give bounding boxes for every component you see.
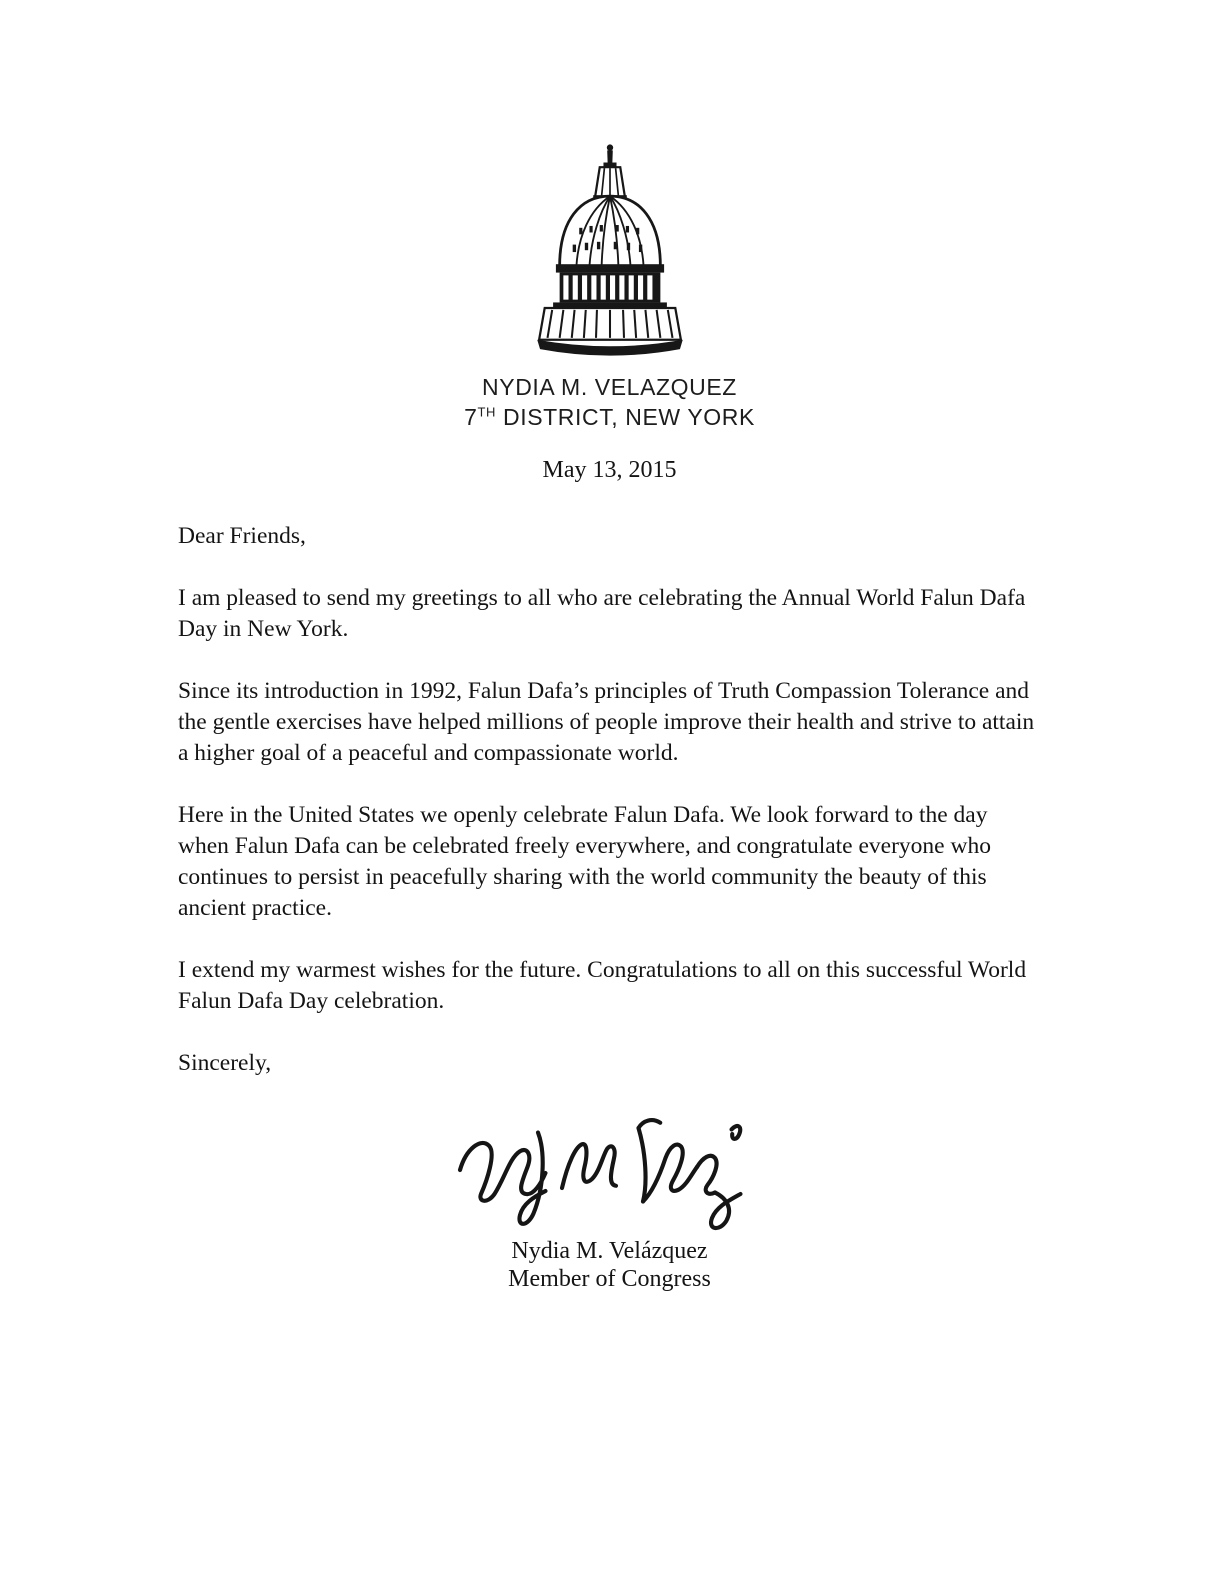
salutation: Dear Friends, bbox=[178, 523, 306, 549]
letterhead-name: NYDIA M. VELAZQUEZ bbox=[482, 374, 737, 400]
paragraph-1: I am pleased to send my greetings to all who are celebrating the Annual World Falun Dafa Day in New York. bbox=[178, 585, 1026, 642]
letterhead bbox=[0, 0, 1219, 431]
letter-date: May 13, 2015 bbox=[542, 457, 677, 483]
paragraph-4: I extend my warmest wishes for the future. Congratulations to all on this successful World Falun Dafa Day celebration. bbox=[178, 957, 1027, 1014]
letter-body bbox=[178, 521, 1040, 1079]
signature-title: Member of Congress bbox=[508, 1266, 711, 1292]
paragraph-2: Since its introduction in 1992, Falun Dafa’s principles of Truth Compassion Tolerance and the gentle exercises have helped millions of people improve their health and strive to attain a higher goal of a peaceful and compassionate world. bbox=[178, 678, 1035, 766]
closing: Sincerely, bbox=[178, 1050, 272, 1076]
signature-block bbox=[0, 1110, 1219, 1293]
capitol-dome-icon bbox=[0, 142, 1219, 364]
district-number: 7 bbox=[464, 404, 478, 430]
letterhead-district bbox=[0, 404, 1219, 431]
paragraph-3: Here in the United States we openly celebrate Falun Dafa. We look forward to the day when Falun Dafa can be celebrated freely everywhere, and congratulate everyone who continues to persist in peacefully sharing with the world community the beauty of this ancient practice. bbox=[178, 802, 991, 921]
district-rest: DISTRICT, NEW YORK bbox=[496, 404, 755, 430]
district-ordinal-suffix: TH bbox=[477, 404, 497, 420]
signature-name: Nydia M. Velázquez bbox=[511, 1238, 708, 1264]
handwritten-signature-icon bbox=[0, 1110, 1219, 1236]
